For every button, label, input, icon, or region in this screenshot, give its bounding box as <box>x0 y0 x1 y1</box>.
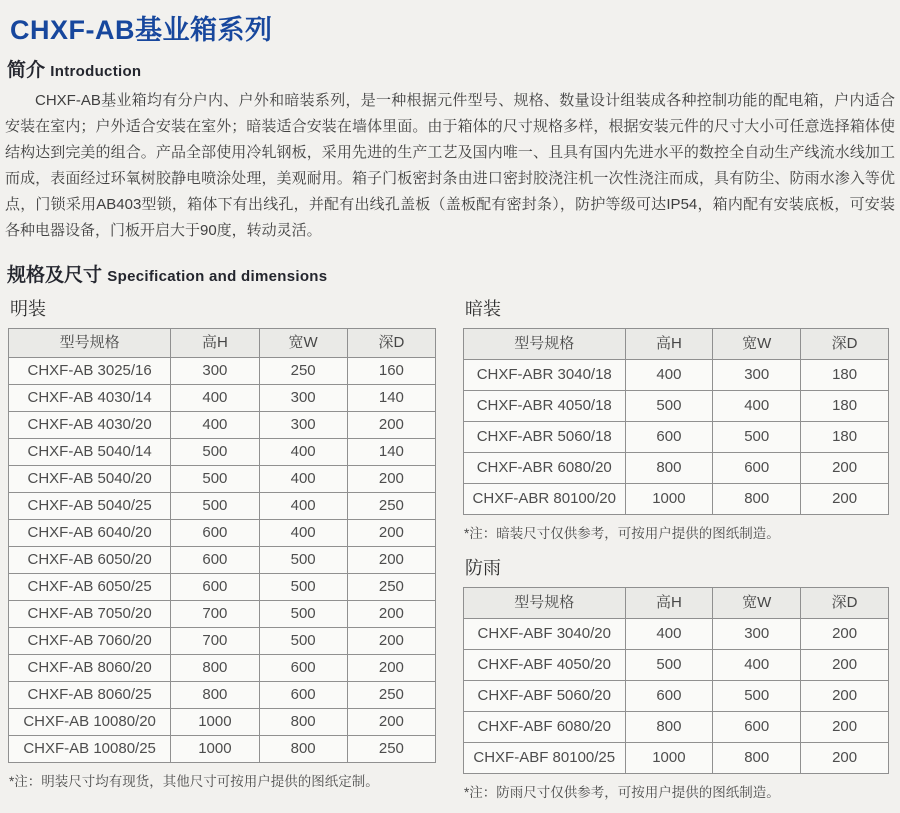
table-row <box>9 466 436 493</box>
model-cell: CHXF-AB 7050/20 <box>9 601 171 628</box>
dimension-cell: 400 <box>259 493 347 520</box>
column-header: 高H <box>625 329 713 360</box>
dimension-cell: 200 <box>801 619 889 650</box>
table-row <box>464 360 889 391</box>
table-row <box>9 412 436 439</box>
table-row <box>9 358 436 385</box>
dimension-cell: 800 <box>259 736 347 763</box>
page-title: CHXF-AB基业箱系列 <box>10 15 273 45</box>
model-cell: CHXF-ABR 6080/20 <box>464 453 626 484</box>
dimension-cell: 800 <box>713 484 801 515</box>
dimension-cell: 400 <box>625 360 713 391</box>
dimension-cell: 400 <box>259 520 347 547</box>
column-header: 型号规格 <box>464 329 626 360</box>
dimension-cell: 250 <box>347 736 435 763</box>
dimension-cell: 800 <box>171 655 259 682</box>
table-row <box>464 619 889 650</box>
model-cell: CHXF-ABR 80100/20 <box>464 484 626 515</box>
table-row <box>464 484 889 515</box>
intro-heading-en: Introduction <box>50 63 142 80</box>
rainproof-note: *注：防雨尺寸仅供参考，可按用户提供的图纸制造。 <box>464 785 780 800</box>
dimension-cell: 200 <box>347 520 435 547</box>
model-cell: CHXF-ABF 5060/20 <box>464 681 626 712</box>
dimension-cell: 200 <box>347 628 435 655</box>
dimension-cell: 200 <box>347 655 435 682</box>
column-header: 高H <box>625 588 713 619</box>
column-header: 宽W <box>713 588 801 619</box>
spec-heading <box>7 260 896 287</box>
column-header: 深D <box>801 588 889 619</box>
dimension-cell: 140 <box>347 439 435 466</box>
table-header-row <box>464 588 889 619</box>
right-column <box>463 293 889 813</box>
dimension-cell: 1000 <box>625 743 713 774</box>
table-row <box>464 712 889 743</box>
model-cell: CHXF-AB 5040/14 <box>9 439 171 466</box>
dimension-cell: 1000 <box>171 709 259 736</box>
model-cell: CHXF-ABF 4050/20 <box>464 650 626 681</box>
model-cell: CHXF-AB 5040/25 <box>9 493 171 520</box>
model-cell: CHXF-AB 8060/25 <box>9 682 171 709</box>
dimension-cell: 200 <box>347 547 435 574</box>
table-row <box>464 650 889 681</box>
model-cell: CHXF-AB 3025/16 <box>9 358 171 385</box>
dimension-cell: 400 <box>171 412 259 439</box>
model-cell: CHXF-ABF 6080/20 <box>464 712 626 743</box>
dimension-cell: 400 <box>625 619 713 650</box>
column-header: 型号规格 <box>464 588 626 619</box>
dimension-cell: 500 <box>171 466 259 493</box>
spec-heading-zh: 规格及尺寸 <box>7 265 103 286</box>
dimension-cell: 300 <box>259 412 347 439</box>
dimension-cell: 200 <box>801 681 889 712</box>
dimension-cell: 400 <box>713 391 801 422</box>
table-row <box>9 493 436 520</box>
dimension-cell: 800 <box>713 743 801 774</box>
dimension-cell: 250 <box>347 493 435 520</box>
dimension-cell: 200 <box>801 712 889 743</box>
model-cell: CHXF-AB 6040/20 <box>9 520 171 547</box>
dimension-cell: 500 <box>259 601 347 628</box>
table-header-row <box>464 329 889 360</box>
dimension-cell: 600 <box>625 422 713 453</box>
dimension-cell: 250 <box>259 358 347 385</box>
dimension-cell: 250 <box>347 574 435 601</box>
dimension-cell: 200 <box>347 709 435 736</box>
dimension-cell: 600 <box>713 712 801 743</box>
model-cell: CHXF-AB 5040/20 <box>9 466 171 493</box>
model-cell: CHXF-AB 10080/25 <box>9 736 171 763</box>
dimension-cell: 600 <box>625 681 713 712</box>
table-row <box>9 628 436 655</box>
dimension-cell: 500 <box>625 650 713 681</box>
dimension-cell: 700 <box>171 601 259 628</box>
table-row <box>464 391 889 422</box>
dimension-cell: 250 <box>347 682 435 709</box>
dimension-cell: 500 <box>625 391 713 422</box>
dimension-cell: 400 <box>259 466 347 493</box>
concealed-note: *注：暗装尺寸仅供参考，可按用户提供的图纸制造。 <box>464 526 780 541</box>
dimension-cell: 800 <box>625 453 713 484</box>
dimension-cell: 200 <box>801 650 889 681</box>
dimension-cell: 600 <box>713 453 801 484</box>
dimension-cell: 300 <box>259 385 347 412</box>
table-row <box>9 601 436 628</box>
dimension-cell: 800 <box>259 709 347 736</box>
table-row <box>9 520 436 547</box>
dimension-cell: 500 <box>171 493 259 520</box>
column-header: 宽W <box>713 329 801 360</box>
table-row <box>9 682 436 709</box>
surface-mounted-label: 明装 <box>10 299 46 319</box>
concealed-table <box>463 328 889 515</box>
table-row <box>464 681 889 712</box>
dimension-cell: 700 <box>171 628 259 655</box>
table-header-row <box>9 329 436 358</box>
dimension-cell: 800 <box>171 682 259 709</box>
spec-heading-en: Specification and dimensions <box>107 268 328 285</box>
model-cell: CHXF-ABF 3040/20 <box>464 619 626 650</box>
dimension-cell: 200 <box>347 412 435 439</box>
dimension-cell: 300 <box>171 358 259 385</box>
table-row <box>9 736 436 763</box>
model-cell: CHXF-AB 4030/20 <box>9 412 171 439</box>
dimension-cell: 200 <box>347 466 435 493</box>
column-header: 型号规格 <box>9 329 171 358</box>
dimension-cell: 180 <box>801 422 889 453</box>
dimension-cell: 600 <box>259 655 347 682</box>
dimension-cell: 600 <box>259 682 347 709</box>
dimension-cell: 200 <box>801 743 889 774</box>
model-cell: CHXF-ABR 3040/18 <box>464 360 626 391</box>
dimension-cell: 500 <box>713 681 801 712</box>
dimension-cell: 800 <box>625 712 713 743</box>
rainproof-label: 防雨 <box>465 558 501 578</box>
dimension-cell: 200 <box>801 484 889 515</box>
surface-mounted-table <box>8 328 436 763</box>
table-row <box>9 709 436 736</box>
table-row <box>464 743 889 774</box>
model-cell: CHXF-AB 6050/25 <box>9 574 171 601</box>
dimension-cell: 300 <box>713 619 801 650</box>
dimension-cell: 180 <box>801 360 889 391</box>
dimension-cell: 400 <box>171 385 259 412</box>
rainproof-section <box>463 554 889 801</box>
column-header: 深D <box>801 329 889 360</box>
column-header: 深D <box>347 329 435 358</box>
model-cell: CHXF-ABR 5060/18 <box>464 422 626 453</box>
table-row <box>464 453 889 484</box>
model-cell: CHXF-AB 4030/14 <box>9 385 171 412</box>
table-row <box>9 385 436 412</box>
dimension-cell: 200 <box>801 453 889 484</box>
intro-heading-zh: 简介 <box>7 60 46 81</box>
dimension-cell: 180 <box>801 391 889 422</box>
rainproof-table <box>463 587 889 774</box>
dimension-cell: 500 <box>171 439 259 466</box>
model-cell: CHXF-ABR 4050/18 <box>464 391 626 422</box>
dimension-cell: 160 <box>347 358 435 385</box>
spec-columns <box>8 293 894 813</box>
column-header: 宽W <box>259 329 347 358</box>
concealed-section <box>463 295 889 542</box>
model-cell: CHXF-AB 8060/20 <box>9 655 171 682</box>
table-row <box>9 439 436 466</box>
dimension-cell: 400 <box>713 650 801 681</box>
concealed-label: 暗装 <box>465 299 501 319</box>
dimension-cell: 1000 <box>171 736 259 763</box>
model-cell: CHXF-AB 10080/20 <box>9 709 171 736</box>
dimension-cell: 400 <box>259 439 347 466</box>
intro-heading <box>7 55 896 82</box>
model-cell: CHXF-AB 7060/20 <box>9 628 171 655</box>
dimension-cell: 500 <box>259 628 347 655</box>
column-header: 高H <box>171 329 259 358</box>
model-cell: CHXF-AB 6050/20 <box>9 547 171 574</box>
table-row <box>9 547 436 574</box>
dimension-cell: 200 <box>347 601 435 628</box>
dimension-cell: 600 <box>171 520 259 547</box>
dimension-cell: 300 <box>713 360 801 391</box>
table-row <box>464 422 889 453</box>
dimension-cell: 500 <box>713 422 801 453</box>
table-row <box>9 655 436 682</box>
table-row <box>9 574 436 601</box>
dimension-cell: 600 <box>171 547 259 574</box>
dimension-cell: 1000 <box>625 484 713 515</box>
dimension-cell: 500 <box>259 547 347 574</box>
surface-mounted-note: *注：明装尺寸均有现货，其他尺寸可按用户提供的图纸定制。 <box>9 774 379 789</box>
dimension-cell: 140 <box>347 385 435 412</box>
intro-paragraph: CHXF-AB基业箱均有分户内、户外和暗装系列，是一种根据元件型号、规格、数量设计组装成各种控制功能的配电箱，户内适合安装在室内；户外适合安装在室外；暗装适合安装在墙体里面。由于箱体的尺寸规格多样，根据安装元件的尺寸大小可任意选择箱体使结构达到完美的组合。产品全部使用冷轧钢板，采用先进的生产工艺及国内唯一、且具有国内先进水平的数控全自动生产线流水线加工而成，表面经过环氧树胶静电喷涂处理，美观耐用。箱子门板密封条由进口密封胶浇注机一次性浇注而成，具有防尘、防雨水渗入等优点，门锁采用AB403型锁，箱体下有出线孔，并配有出线孔盖板（盖板配有密封条），防护等级可达IP54，箱内配有安装底板，可安装各种电器设备，门板开启大于90度，转动灵活。 <box>5 92 895 239</box>
dimension-cell: 500 <box>259 574 347 601</box>
model-cell: CHXF-ABF 80100/25 <box>464 743 626 774</box>
surface-mounted-section <box>8 293 436 802</box>
dimension-cell: 600 <box>171 574 259 601</box>
